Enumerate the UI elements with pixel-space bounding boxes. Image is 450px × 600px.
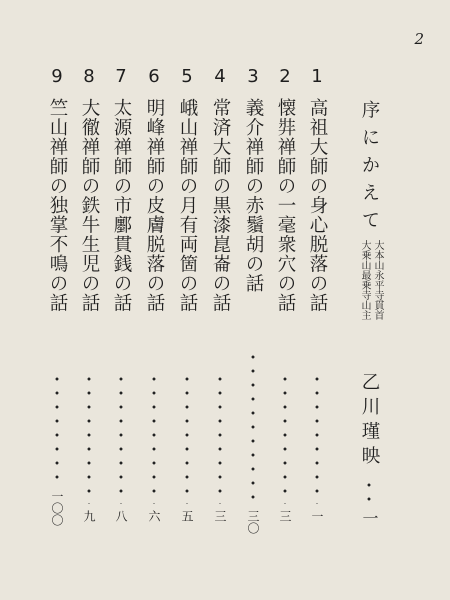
entry-leader-dots — [46, 372, 68, 482]
entry-page: 九 — [82, 510, 96, 522]
entry-number: 9 — [51, 66, 63, 87]
entry-number: 4 — [214, 66, 226, 87]
entry-title: 常済大師の黒漆崑崙の話 — [210, 98, 231, 313]
entry-leader-dots — [143, 372, 165, 504]
page-number: 2 — [414, 30, 424, 48]
entry-number: 3 — [247, 66, 259, 87]
entry-title: 高祖大師の身心脱落の話 — [307, 98, 328, 313]
entry-number: 1 — [311, 66, 323, 87]
preface-title: 序にかえて — [359, 100, 380, 238]
entry-number: 8 — [83, 66, 95, 87]
entry-number: 2 — [279, 66, 291, 87]
entry-page: 三〇 — [246, 510, 260, 534]
entry-title: 大徹禅師の鉄牛生児の話 — [79, 98, 100, 313]
preface-affiliation-2: 大乗山最乗寺山主 — [359, 240, 370, 320]
preface-page: 一 — [360, 510, 379, 526]
entry-number: 7 — [115, 66, 127, 87]
entry-page: 五 — [180, 510, 194, 522]
entry-leader-dots — [306, 372, 328, 504]
entry-title: 明峰禅師の皮膚脱落の話 — [144, 98, 165, 313]
preface-leader-dots — [358, 478, 380, 502]
entry-title: 義介禅師の赤鬚胡の話 — [243, 98, 264, 293]
entry-leader-dots — [242, 350, 264, 504]
entry-title: 峨山禅師の月有両箇の話 — [177, 98, 198, 313]
entry-title: 懐弉禅師の一毫衆穴の話 — [275, 98, 296, 313]
entry-leader-dots — [274, 372, 296, 504]
entry-leader-dots — [209, 372, 231, 504]
entry-page: 三 — [213, 510, 227, 522]
entry-page: 八 — [114, 510, 128, 522]
entry-title: 竺山禅師の独掌不鳴の話 — [47, 98, 68, 313]
entry-page: 六 — [147, 510, 161, 522]
entry-number: 5 — [181, 66, 193, 87]
entry-number: 6 — [148, 66, 160, 87]
entry-title: 太源禅師の市鄽貫銭の話 — [111, 98, 132, 313]
entry-leader-dots — [78, 372, 100, 504]
entry-page: 一〇〇 — [50, 490, 64, 526]
entry-page: 一 — [310, 510, 324, 522]
entry-leader-dots — [176, 372, 198, 504]
entry-leader-dots — [110, 372, 132, 504]
entry-page: 三 — [278, 510, 292, 522]
preface-affiliation-1: 大本山永平寺貫首 — [372, 240, 383, 320]
preface-author: 乙川瑾映 — [359, 372, 380, 470]
